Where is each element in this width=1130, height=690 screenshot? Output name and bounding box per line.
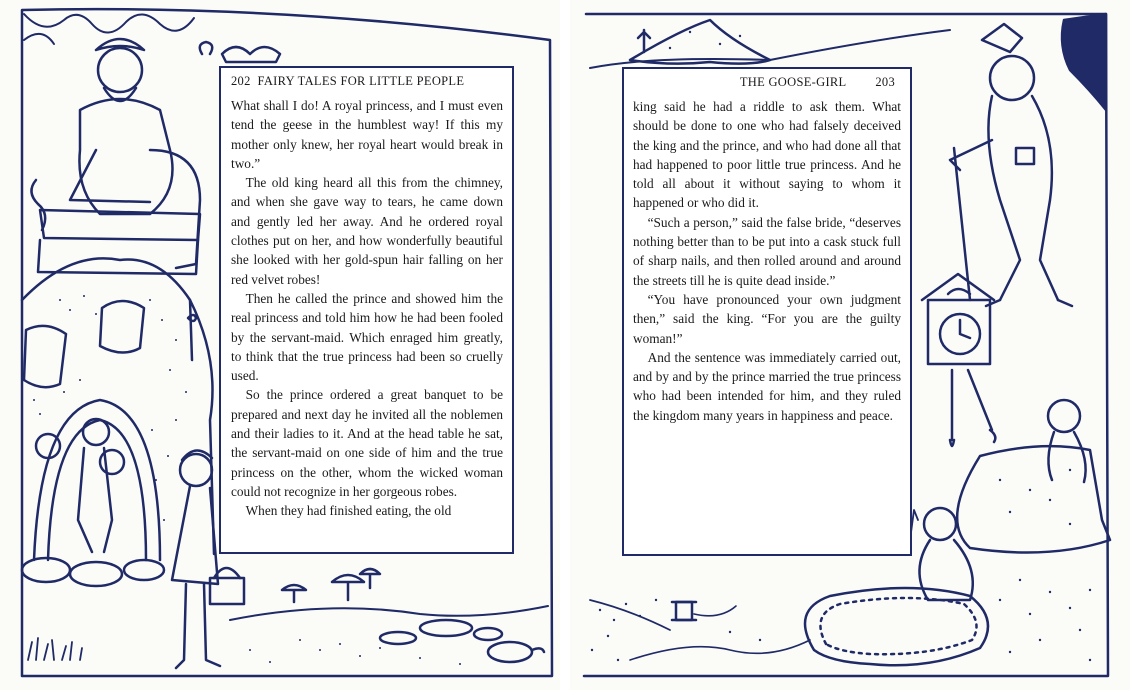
right-running-head: THE GOOSE-GIRL [739, 75, 847, 89]
left-page [0, 0, 560, 690]
right-running-header [633, 75, 901, 97]
left-running-head: FAIRY TALES FOR LITTLE PEOPLE [257, 74, 465, 88]
right-paragraph-4: And the sentence was immediately carried out, and by and by the prince married the true princess who had been intended for him, and they ruled the kingdom many years in happiness and peace. [633, 349, 901, 423]
right-paragraph-1: king said he had a riddle to ask them. What should be done to one who had falsely deceived the king and the prince, and who had done all that had happened to poor little true princess. And he told all about it without saying to whom it happened or who did it. [633, 99, 901, 211]
right-page [570, 0, 1130, 690]
left-page-number: 202 [231, 74, 251, 88]
book-gutter [560, 0, 570, 690]
left-body-text [231, 96, 503, 521]
left-text-box [219, 66, 514, 554]
right-paragraph-2: “Such a person,” said the false bride, “deserves nothing better than to be put into a cask stuck full of sharp nails, and then rolled around and around the streets till he is quite dead inside.” [633, 214, 901, 288]
right-page-number: 203 [875, 75, 895, 89]
left-paragraph-3: Then he called the prince and showed him the real princess and told him how he had been fooled by the servant-maid. Which enraged him greatly, to think that the true princess had been so cruelly used. [231, 290, 503, 384]
right-paragraph-3: “You have pronounced your own judgment then,” said the king. “For you are the guilty woman!” [633, 291, 901, 346]
left-paragraph-1: What shall I do! A royal princess, and I must even tend the geese in the humblest way! If this my mother only knew, her royal heart would break in two.” [231, 98, 503, 171]
left-paragraph-5: When they had finished eating, the old [245, 503, 452, 519]
right-body-text [633, 97, 901, 425]
left-running-header [231, 74, 503, 96]
left-page-header-text [231, 74, 464, 89]
left-paragraph-4: So the prince ordered a great banquet to be prepared and next day he invited all the noblemen and their ladies to it. And at the head table he sat, the servant-maid on one side of him and the true princess on the other, whom the wicked woman could not recognize in her gorgeous robes. [231, 387, 503, 499]
right-text-box [622, 67, 912, 556]
left-paragraph-2: The old king heard all this from the chimney, and when she gave way to tears, he came down and gently led her away. And he ordered royal clothes put on her, and how wonderfully beautiful she looked with her gold-spun hair falling on her red velvet robes! [231, 175, 503, 287]
